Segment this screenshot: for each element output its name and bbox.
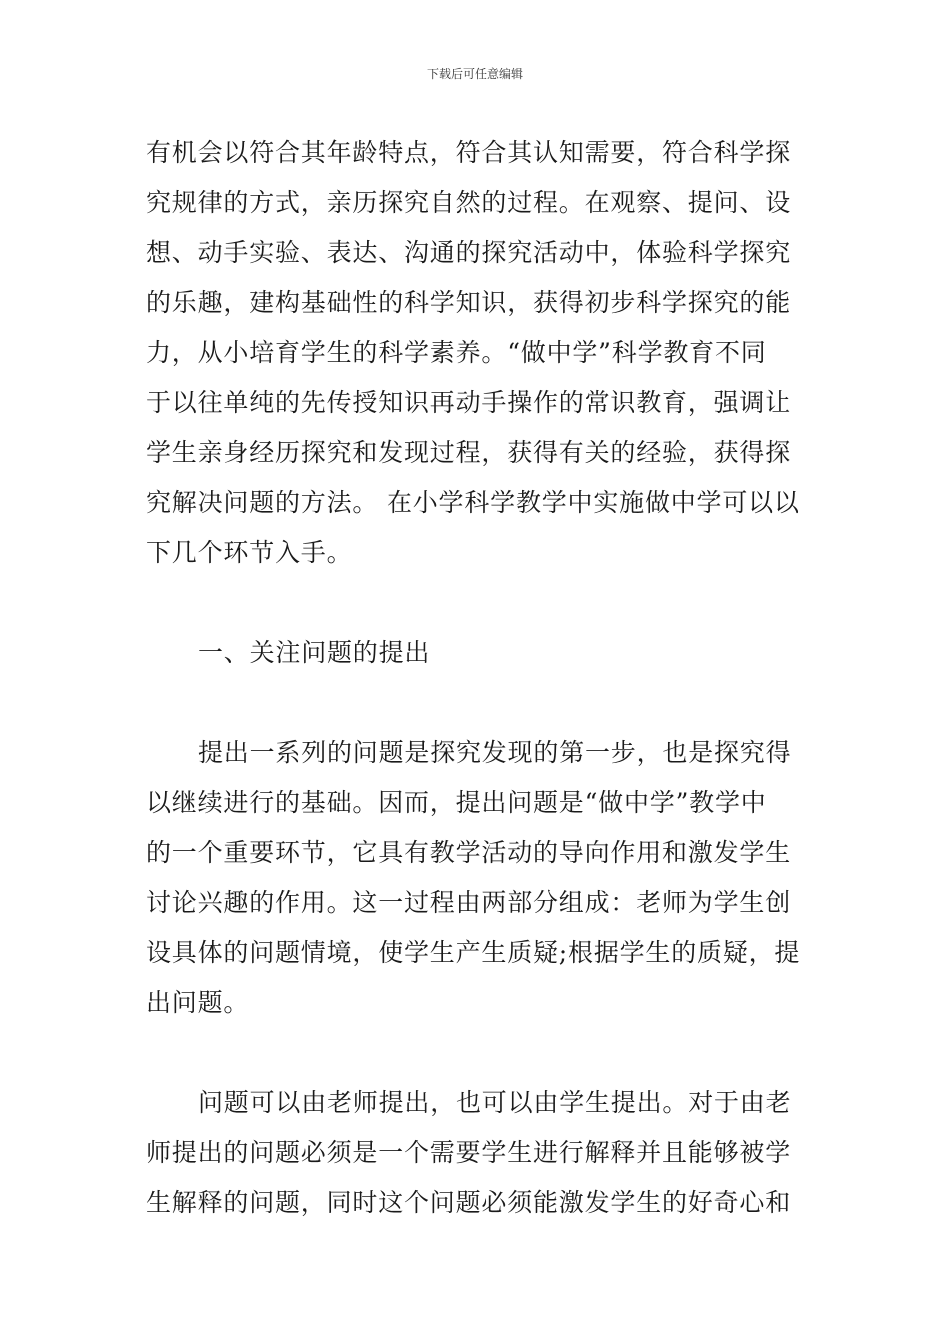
text-line: 出问题。 bbox=[146, 988, 250, 1017]
text-line: 力，从小培育学生的科学素养。“做中学”科学教育不同 bbox=[146, 338, 767, 367]
text-line: 于以往单纯的先传授知识再动手操作的常识教育，强调让 bbox=[146, 388, 792, 417]
text-line: 讨论兴趣的作用。这一过程由两部分组成：老师为学生创 bbox=[146, 888, 792, 917]
text-line: 究解决问题的方法。 在小学科学教学中实施做中学可以以 bbox=[146, 488, 800, 517]
text-line: 生解释的问题，同时这个问题必须能激发学生的好奇心和 bbox=[146, 1188, 792, 1217]
paragraph-3 bbox=[146, 1078, 808, 1228]
paragraph-spacer bbox=[146, 1028, 808, 1078]
paragraph-spacer bbox=[146, 578, 808, 628]
text-line: 下几个环节入手。 bbox=[146, 538, 353, 567]
paragraph-spacer bbox=[146, 678, 808, 728]
section-heading: 一、关注问题的提出 bbox=[198, 638, 431, 667]
text-line: 设具体的问题情境，使学生产生质疑;根据学生的质疑，提 bbox=[146, 938, 801, 967]
text-line: 提出一系列的问题是探究发现的第一步，也是探究得 bbox=[198, 738, 792, 767]
text-line: 有机会以符合其年龄特点，符合其认知需要，符合科学探 bbox=[146, 138, 792, 167]
text-line: 想、动手实验、表达、沟通的探究活动中，体验科学探究 bbox=[146, 238, 792, 267]
text-line: 的乐趣，建构基础性的科学知识，获得初步科学探究的能 bbox=[146, 288, 792, 317]
text-line: 的一个重要环节，它具有教学活动的导向作用和激发学生 bbox=[146, 838, 792, 867]
text-line: 问题可以由老师提出，也可以由学生提出。对于由老 bbox=[198, 1088, 792, 1117]
text-line: 师提出的问题必须是一个需要学生进行解释并且能够被学 bbox=[146, 1138, 792, 1167]
page-header: 下载后可任意编辑 bbox=[426, 67, 523, 81]
text-line: 究规律的方式，亲历探究自然的过程。在观察、提问、设 bbox=[146, 188, 792, 217]
document-body bbox=[146, 128, 808, 1228]
paragraph-2 bbox=[146, 728, 808, 1028]
paragraph-1 bbox=[146, 128, 808, 578]
text-line: 学生亲身经历探究和发现过程，获得有关的经验，获得探 bbox=[146, 438, 792, 467]
text-line: 以继续进行的基础。因而，提出问题是“做中学”教学中 bbox=[146, 788, 767, 817]
